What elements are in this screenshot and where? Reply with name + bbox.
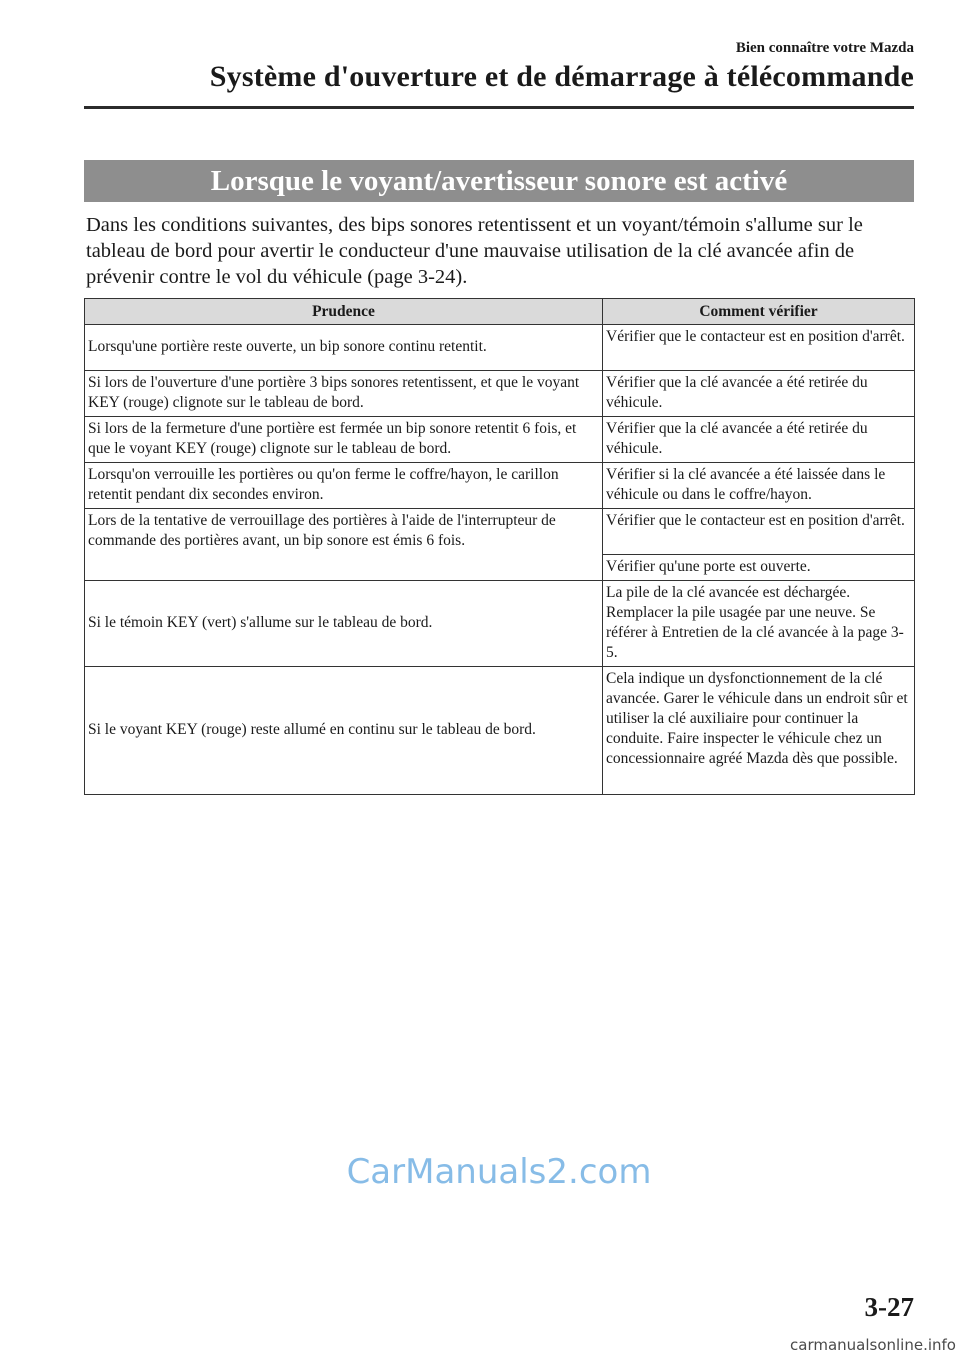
check-cell: Vérifier que la clé avancée a été retirée du véhicule.: [603, 417, 915, 463]
check-cell: Vérifier qu'une porte est ouverte.: [603, 555, 915, 581]
check-cell: Vérifier que le contacteur est en position d'arrêt.: [603, 509, 915, 555]
header-section-label: Bien connaître votre Mazda: [735, 40, 914, 56]
check-cell: Vérifier si la clé avancée a été laissée dans le véhicule ou dans le coffre/hayon.: [603, 463, 915, 509]
watermark-logo: CarManuals2.com: [346, 1152, 652, 1192]
header-prudence: Prudence: [85, 299, 603, 325]
check-cell: La pile de la clé avancée est déchargée. Remplacer la pile usagée par une neuve. Se référer à Entretien de la clé avancée à la page 3-5.: [603, 581, 915, 667]
table-row: [85, 371, 915, 417]
prudence-cell: Si le voyant KEY (rouge) reste allumé en continu sur le tableau de bord.: [85, 667, 603, 795]
header-check: Comment vérifier: [603, 299, 915, 325]
table-row: [85, 463, 915, 509]
header-divider: [84, 106, 914, 109]
prudence-cell: Lorsqu'une portière reste ouverte, un bip sonore continu retentit.: [85, 325, 603, 371]
footer-watermark: carmanualsonline.info: [790, 1336, 956, 1354]
prudence-cell: Si le témoin KEY (vert) s'allume sur le tableau de bord.: [85, 581, 603, 667]
table-header-row: [85, 299, 915, 325]
prudence-cell: Si lors de la fermeture d'une portière est fermée un bip sonore retentit 6 fois, et que le voyant KEY (rouge) clignote sur le tableau de bord.: [85, 417, 603, 463]
page-title: Système d'ouverture et de démarrage à télécommande: [209, 60, 914, 93]
table-row: [85, 325, 915, 371]
check-cell: Vérifier que le contacteur est en position d'arrêt.: [603, 325, 915, 371]
page-number: 3-27: [864, 1292, 914, 1322]
table-row: [85, 581, 915, 667]
check-cell: Vérifier que la clé avancée a été retirée du véhicule.: [603, 371, 915, 417]
table-row: [85, 509, 915, 555]
prudence-cell: Lors de la tentative de verrouillage des portières à l'aide de l'interrupteur de commande des portières avant, un bip sonore est émis 6 fois.: [85, 509, 603, 581]
intro-paragraph: Dans les conditions suivantes, des bips sonores retentissent et un voyant/témoin s'allume sur le tableau de bord pour avertir le conducteur d'une mauvaise utilisation de la clé avancée afin de prévenir contre le vol du véhicule (page 3-24).: [86, 214, 863, 288]
section-banner: Lorsque le voyant/avertisseur sonore est activé: [84, 160, 914, 202]
table-row: [85, 417, 915, 463]
prudence-cell: Lorsqu'on verrouille les portières ou qu'on ferme le coffre/hayon, le carillon retentit pendant dix secondes environ.: [85, 463, 603, 509]
warning-table: [84, 298, 915, 795]
table-row: [85, 667, 915, 795]
prudence-cell: Si lors de l'ouverture d'une portière 3 bips sonores retentissent, et que le voyant KEY (rouge) clignote sur le tableau de bord.: [85, 371, 603, 417]
check-cell: Cela indique un dysfonctionnement de la clé avancée. Garer le véhicule dans un endroit sûr et utiliser la clé auxiliaire pour continuer la conduite. Faire inspecter le véhicule chez un concessionnaire agréé Mazda dès que possible.: [603, 667, 915, 795]
